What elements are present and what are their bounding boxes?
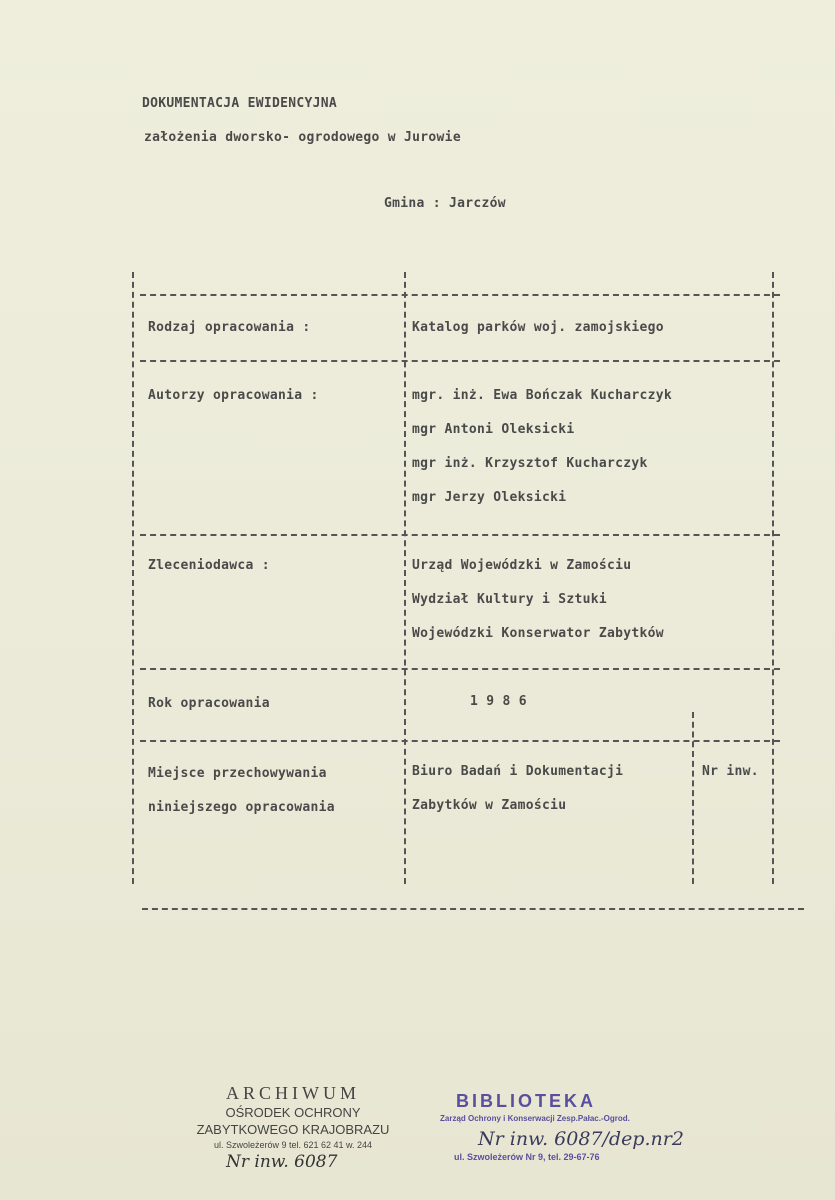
library-stamp-line: ul. Szwoleżerów Nr 9, tel. 29-67-76: [454, 1152, 600, 1162]
archive-stamp-line: OŚRODEK OCHRONY: [225, 1105, 361, 1120]
table-rule: [140, 360, 780, 362]
table-rule: [142, 908, 804, 910]
row-label-authors: Autorzy opracowania :: [148, 388, 319, 403]
table-rule: [140, 294, 780, 296]
location-line: Zabytków w Zamościu: [412, 798, 567, 813]
row-value-year: 1 9 8 6: [470, 694, 527, 709]
commissioner-line: Wydział Kultury i Sztuki: [412, 592, 608, 607]
row-label-location: Miejsce przechowywania: [148, 766, 327, 781]
commissioner-line: Urząd Wojewódzki w Zamościu: [412, 558, 632, 573]
author-line: mgr Antoni Oleksicki: [412, 422, 575, 437]
library-stamp: [440, 1090, 700, 1164]
table-rule: [692, 712, 694, 884]
table-rule: [404, 272, 406, 884]
handwritten-library-number: Nr inw. 6087/dep.nr2: [478, 1128, 684, 1150]
row-label-location: niniejszego opracowania: [148, 800, 335, 815]
commissioner-line: Wojewódzki Konserwator Zabytków: [412, 626, 664, 641]
table-rule: [140, 668, 780, 670]
doc-subtitle: założenia dworsko- ogrodowego w Jurowie: [144, 130, 461, 145]
table-rule: [140, 740, 780, 742]
archive-stamp-line: ul. Szwoleżerów 9 tel. 621 62 41 w. 244: [213, 1140, 373, 1150]
handwritten-inventory-number: Nr inw. 6087: [226, 1152, 338, 1172]
archive-stamp-line: ZABYTKOWEGO KRAJOBRAZU: [196, 1122, 390, 1137]
table-rule: [132, 272, 134, 884]
row-label-commissioner: Zleceniodawca :: [148, 558, 270, 573]
author-line: mgr. inż. Ewa Bończak Kucharczyk: [412, 388, 673, 403]
archive-stamp-title: ARCHIWUM: [226, 1083, 360, 1103]
row-value-type: Katalog parków woj. zamojskiego: [412, 320, 664, 335]
doc-title: DOKUMENTACJA EWIDENCYJNA: [142, 96, 338, 111]
library-stamp-line: Zarząd Ochrony i Konserwacji Zesp.Pałac.-Ogrod.: [440, 1114, 630, 1123]
inventory-number-label: Nr inw.: [702, 764, 759, 779]
location-line: Biuro Badań i Dokumentacji: [412, 764, 624, 779]
table-rule: [772, 272, 774, 884]
author-line: mgr inż. Krzysztof Kucharczyk: [412, 456, 648, 471]
row-label-type: Rodzaj opracowania :: [148, 320, 311, 335]
library-stamp-title: BIBLIOTEKA: [456, 1091, 596, 1111]
row-label-year: Rok opracowania: [148, 696, 270, 711]
table-rule: [140, 534, 780, 536]
archive-stamp: [188, 1082, 398, 1152]
author-line: mgr Jerzy Oleksicki: [412, 490, 567, 505]
gmina-line: Gmina : Jarczów: [384, 196, 506, 211]
